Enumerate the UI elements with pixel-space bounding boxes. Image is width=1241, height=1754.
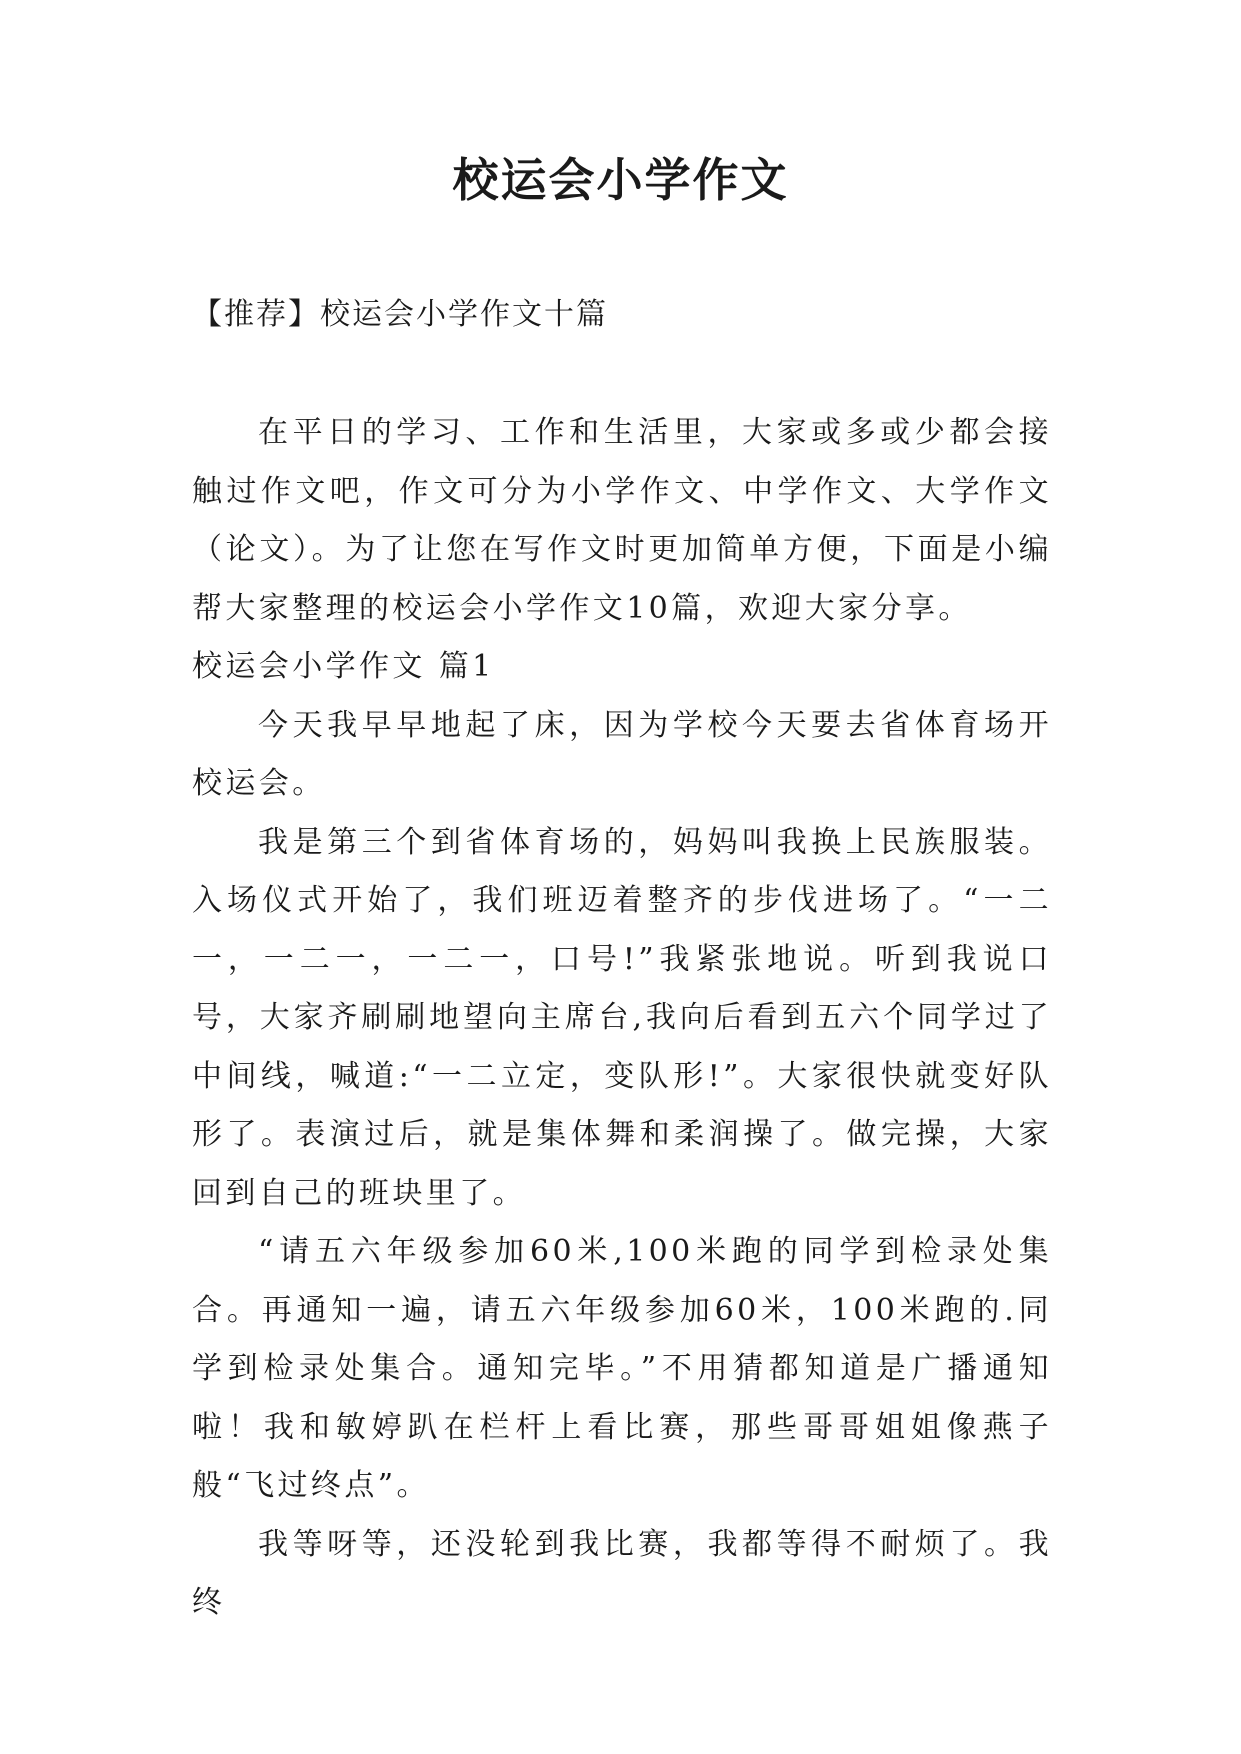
body-paragraph: 今天我早早地起了床，因为学校今天要去省体育场开校运会。 <box>192 707 1052 801</box>
body-paragraph: “请五六年级参加60米,100米跑的同学到检录处集合。再通知一遍，请五六年级参加60米，100米跑的.同学到检录处集合。通知完毕。”不用猜都知道是广播通知啦！我和敏婷趴在栏杆上看比赛，那些哥哥姐姐像燕子般“飞过终点”。 <box>192 1234 1052 1503</box>
document-title: 校运会小学作文 <box>452 153 789 207</box>
document-subtitle: 【推荐】校运会小学作文十篇 <box>192 297 608 332</box>
intro-paragraph: 在平日的学习、工作和生活里，大家或多或少都会接触过作文吧，作文可分为小学作文、中学作文、大学作文（论文）。为了让您在写作文时更加简单方便，下面是小编帮大家整理的校运会小学作文10篇，欢迎大家分享。 <box>192 415 1052 626</box>
body-paragraph: 我等呀等，还没轮到我比赛，我都等得不耐烦了。我终 <box>192 1526 1052 1620</box>
section-heading: 校运会小学作文 篇1 <box>192 649 495 684</box>
document-body <box>192 404 1052 1633</box>
body-paragraph: 我是第三个到省体育场的，妈妈叫我换上民族服装。入场仪式开始了，我们班迈着整齐的步伐进场了。“一二一，一二一，一二一，口号!”我紧张地说。听到我说口号，大家齐刷刷地望向主席台,我向后看到五六个同学过了中间线，喊道:“一二立定，变队形!”。大家很快就变好队形了。表演过后，就是集体舞和柔润操了。做完操，大家回到自己的班块里了。 <box>192 824 1052 1211</box>
